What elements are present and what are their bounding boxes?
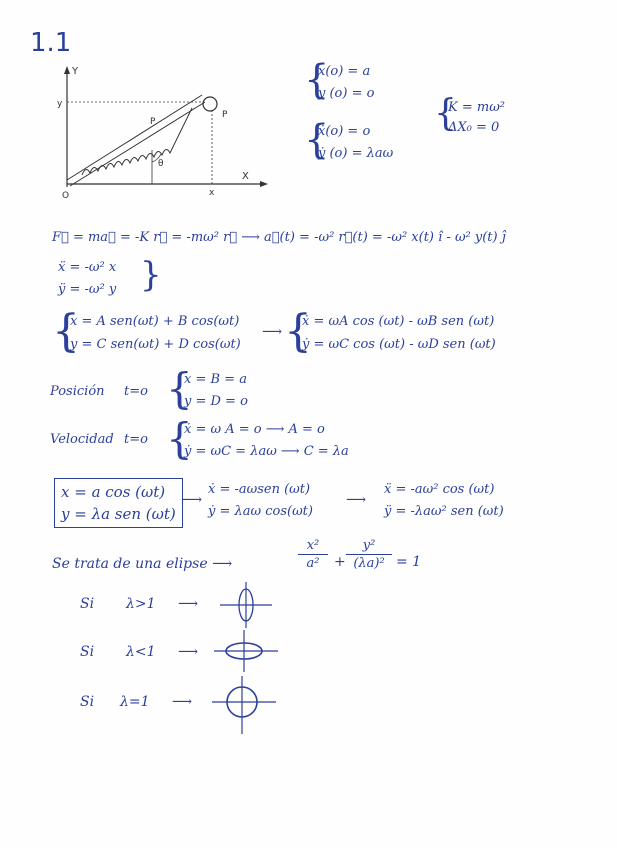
eq-motion-x: ẍ = -ω² x [58,260,117,275]
result-arrow-1: ⟶ [182,492,203,508]
y-tick-label: y [57,99,63,109]
gen-sol-x: x = A sen(ωt) + B cos(ωt) [70,314,240,329]
velocity-cond-2: ẏ = ωC = λaω ⟶ C = λa [184,444,349,459]
ellipse-num-1: x² [306,538,320,553]
brace-position-cond: { [166,364,193,413]
result-box [54,478,183,528]
origin-label: O [62,191,70,201]
velocity-cond-1: ẋ = ω A = o ⟶ A = o [184,422,325,437]
ellipse-fraction-1 [298,538,328,571]
ic-pos-1: x(o) = a [318,64,371,79]
ellipse-bar-2 [346,554,392,555]
y-axis-label: Y [72,66,79,77]
ellipse-sketch-wide [210,628,282,674]
result-xdot: ẋ = -aωsen (ωt) [208,482,311,497]
theta-label: θ [158,159,164,169]
ic-vel-1: ẋ(o) = o [318,124,371,139]
result-yddot: ÿ = -λaω² sen (ωt) [384,504,504,519]
ic-vel-2: ẏ (o) = λaω [318,146,394,161]
ellipse-num-2: y² [362,538,376,553]
force-equation: F⃗ = ma⃗ = -K r⃗ = -mω² r⃗ ⟶ a⃗(t) = -ω² r⃗(t) = -ω² x(t) î - ω² y(t) ĵ [52,230,506,245]
spring [82,108,192,175]
brace-general-deriv: { [284,306,312,357]
problem-number: 1.1 [30,28,72,58]
brace-velocity-cond: { [166,414,193,463]
spring-rod-figure [52,62,272,202]
brace-velocity: { [304,117,330,163]
case-1-cond: λ>1 [126,596,156,612]
k-line-1: K = mω² [448,100,506,115]
ellipse-sketch-tall [216,580,276,630]
brace-motion: } [140,255,162,295]
p-label-rod: P [150,117,156,127]
k-line-2: ΔX₀ = 0 [448,120,500,135]
mass-ball [203,97,217,111]
position-cond-1: x = B = a [184,372,247,387]
result-xddot: ẍ = -aω² cos (ωt) [384,482,495,497]
result-arrow-2: ⟶ [346,492,367,508]
x-axis-label: X [242,171,249,182]
case-2-arrow: ⟶ [178,644,199,660]
case-1-arrow: ⟶ [178,596,199,612]
circle-sketch [208,674,280,736]
y-axis-arrow [64,66,70,74]
ellipse-statement: Se trata de una elipse ⟶ [52,556,233,572]
gen-sol-y: y = C sen(ωt) + D cos(ωt) [70,337,241,352]
ellipse-plus: + [334,554,346,570]
case-2-si: Si [80,644,95,660]
ellipse-fraction-2 [346,538,392,571]
x-axis-arrow [260,181,268,187]
case-2-cond: λ<1 [126,644,156,660]
case-3-arrow: ⟶ [172,694,193,710]
case-3-si: Si [80,694,95,710]
case-1-si: Si [80,596,95,612]
brace-position: { [304,57,330,103]
brace-k: { [434,93,457,134]
ic-pos-2: y (o) = o [318,86,375,101]
position-label: Posición [50,384,105,399]
gen-sol-xdot: ẋ = ωA cos (ωt) - ωB sen (ωt) [302,314,495,329]
case-3-cond: λ=1 [120,694,150,710]
result-ydot: ẏ = λaω cos(ωt) [208,504,313,519]
result-x: x = a cos (ωt) [61,483,166,501]
ellipse-den-2: (λa)² [353,556,385,571]
rod-upper [67,95,202,180]
gen-sol-ydot: ẏ = ωC cos (ωt) - ωD sen (ωt) [302,337,496,352]
result-y: y = λa sen (ωt) [61,505,176,523]
ellipse-equals: = 1 [396,554,422,570]
velocity-time: t=o [124,432,148,447]
p-label-top: P [222,110,228,120]
gen-sol-arrow: ⟶ [262,324,283,340]
velocity-label: Velocidad [50,432,114,447]
eq-motion-y: ÿ = -ω² y [58,282,117,297]
position-cond-2: y = D = o [184,394,248,409]
position-time: t=o [124,384,148,399]
brace-general: { [52,306,80,357]
ellipse-bar-1 [298,554,328,555]
x-tick-label: x [209,188,215,198]
ellipse-den-1: a² [306,556,320,571]
